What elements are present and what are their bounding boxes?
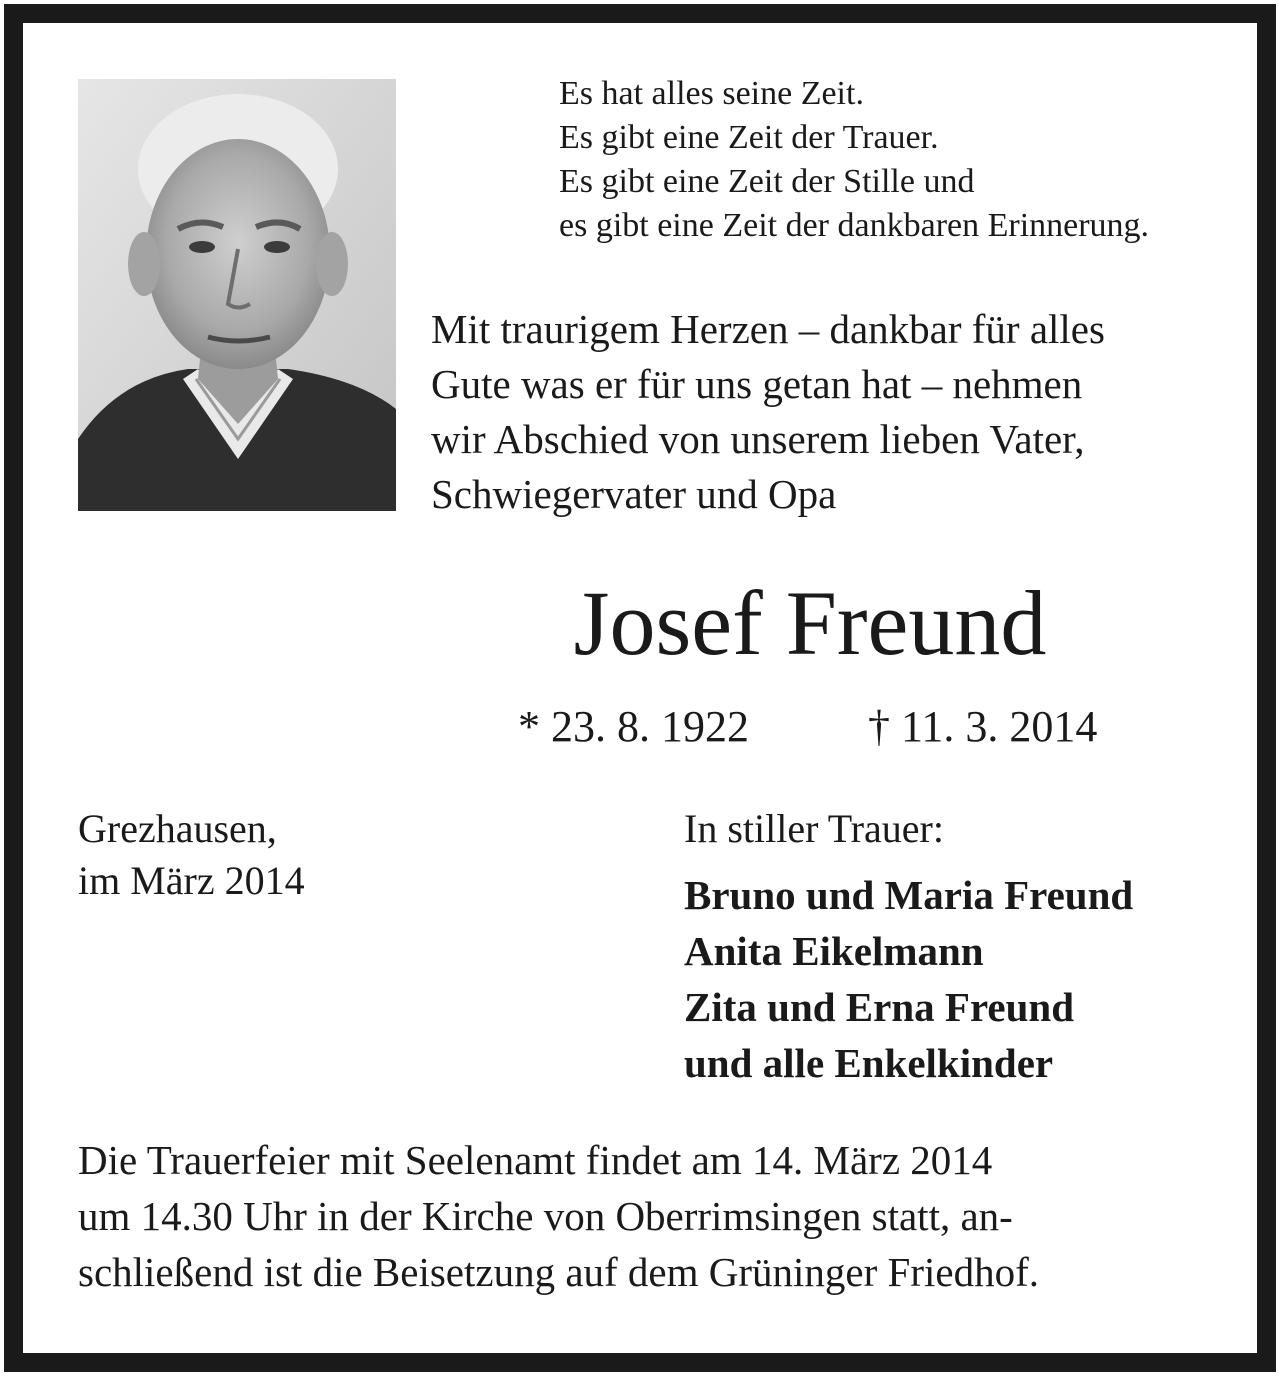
quote-line: Es gibt eine Zeit der Trauer. [559,119,939,156]
mourner-name: Bruno und Maria Freund [684,872,1134,918]
quote-line: Es hat alles seine Zeit. [559,75,864,112]
service-notice [78,1132,1200,1300]
deceased-name: Josef Freund [573,572,1047,674]
service-line: um 14.30 Uhr in der Kirche von Oberrimsingen statt, an- [78,1193,1013,1239]
mourner-name: und alle Enkelkinder [684,1040,1054,1086]
intro-line: wir Abschied von unserem lieben Vater, [431,416,1085,462]
mourner-name: Anita Eikelmann [684,928,984,974]
quote-line: Es gibt eine Zeit der Stille und [559,163,975,200]
quote-line: es gibt eine Zeit der dankbaren Erinnerung. [559,207,1150,244]
intro-line: Gute was er für uns getan hat – nehmen [431,361,1083,407]
death-date: † 11. 3. 2014 [868,702,1098,751]
date-line: im März 2014 [78,858,305,903]
place-date [78,803,305,907]
place-line: Grezhausen, [78,806,277,851]
service-line: schließend ist die Beisetzung auf dem Grüninger Friedhof. [78,1249,1039,1295]
intro-text [431,302,1211,522]
service-line: Die Trauerfeier mit Seelenamt findet am 14. März 2014 [78,1137,993,1183]
quote-verse [559,72,1239,248]
intro-line: Mit traurigem Herzen – dankbar für alles [431,306,1105,352]
birth-date: * 23. 8. 1922 [518,702,749,751]
intro-line: Schwiegervater und Opa [431,471,837,517]
portrait-photo [78,79,396,511]
mourners-label: In stiller Trauer: [684,806,944,851]
mourner-name: Zita und Erna Freund [684,984,1075,1030]
mourners-list [684,867,1133,1091]
